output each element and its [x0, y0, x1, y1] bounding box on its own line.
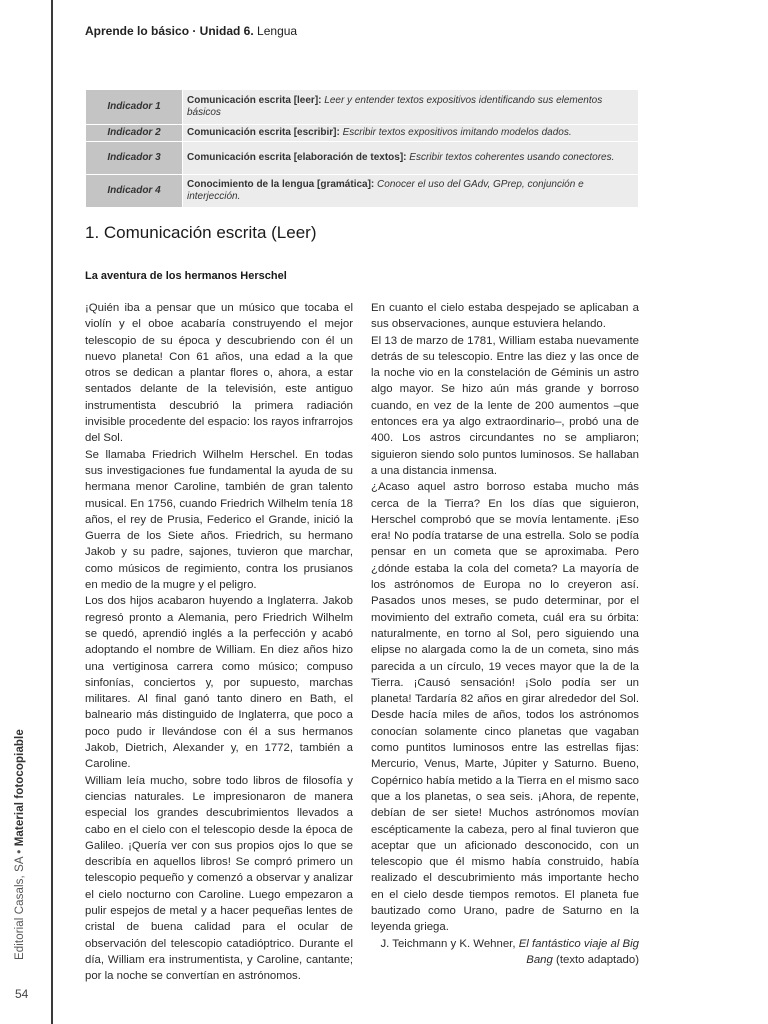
indicator-label: Indicador 3 [86, 142, 183, 175]
publisher-text: Editorial Casals, SA [14, 857, 26, 960]
paragraph: William leía mucho, sobre todo libros de filosofía y ciencias naturales. Le impresionaron de manera especial los grandes descubrimientos llevados a cabo en el cielo con el telescopio desde la época de Galileo. ¡Quería ver con sus propios ojos lo que se describía en aquellos libros! Se compró primero un telescopio pequeño y comenzó a observar y analizar el cielo nocturno con Caroline. Luego empezaron a pulir espejos de metal y a hacer pequeñas lentes de cristal de buena calidad para el ocular de observación del telescopio catadióptrico. Durante el día, William era instrumentista, y Caroline, cantante; por la noche se convertían en astrónomos. [85, 774, 353, 983]
text-column-left [85, 300, 353, 984]
indicator-skill: Conocimiento de la lengua [gramática]: [187, 179, 375, 190]
header-subject: Lengua [257, 24, 298, 38]
page-header [85, 24, 297, 38]
paragraph: En cuanto el cielo estaba despejado se aplicaban a sus observaciones, aunque estuviera helando. [371, 302, 639, 331]
indicator-label: Indicador 4 [86, 175, 183, 208]
indicator-description [183, 175, 639, 208]
paragraph: El 13 de marzo de 1781, William estaba nuevamente detrás de su telescopio. Entre las diez y las once de la noche vio en la constelación de Géminis un astro algo mayor. Se hizo aún más grande y borroso cuando, en vez de la lente de 200 aumentos –que entonces era ya algo extraordinario–, probó una de 400. Los astros circundantes no se ampliaron; siguieron siendo solo puntos luminosos. Se hallaban a una distancia inmensa. [371, 334, 639, 477]
section-title: 1. Comunicación escrita (Leer) [85, 223, 317, 242]
article-title: La aventura de los hermanos Herschel [85, 270, 287, 282]
indicator-label: Indicador 1 [86, 90, 183, 125]
indicator-text: Escribir textos expositivos imitando modelos dados. [342, 127, 572, 138]
page-number: 54 [15, 987, 29, 1001]
indicators-table [85, 89, 639, 208]
indicator-skill: Comunicación escrita [elaboración de textos]: [187, 152, 407, 163]
indicator-skill: Comunicación escrita [leer]: [187, 95, 322, 106]
paragraph: Los dos hijos acabaron huyendo a Inglaterra. Jakob regresó pronto a Alemania, pero Friedrich Wilhelm se quedó, aprendió inglés a la perfección y acabó adoptando el nombre de William. En diez años hizo una vertiginosa carrera como músico; compuso sinfonías, conciertos y, por supuesto, marchas militares. Al final ganó tanto dinero en Bath, el balneario más distinguido de Inglaterra, que poco a poco pudo ir llevándose con él a sus hermanos Jakob, Dietrich, Alexander y, en 1772, también a Caroline. [85, 595, 353, 771]
source-note: (texto adaptado) [556, 953, 639, 966]
paragraph: ¡Quién iba a pensar que un músico que tocaba el violín y el oboe acabaría construyendo el mejor telescopio de su época y descubriendo con él un nuevo planeta! Con 61 años, una edad a la que otros se dedican a plantar flores o, ahora, a estar sentados delante de la televisión, este antiguo instrumentista descubrió la primera radiación invisible procedente del espacio: los rayos infrarrojos del Sol. [85, 302, 353, 445]
header-unit: Aprende lo básico · Unidad 6. [85, 24, 254, 38]
indicator-text: Leer y entender textos expositivos identificando sus elementos básicos [187, 95, 603, 118]
indicator-row [86, 90, 639, 125]
source-authors: J. Teichmann y K. Wehner, [380, 937, 516, 950]
source-citation [371, 936, 639, 969]
paragraph: ¿Acaso aquel astro borroso estaba mucho más cerca de la Tierra? En los días que siguieron, Herschel comprobó que se movía lentamente. ¡Eso era! No podía tratarse de una estrella. Solo se podía pensar en un cometa que se aproximaba. Pero ¿dónde estaba la cola del cometa? La mayoría de los astrónomos de Europa no lo creyeron así. Pasados unos meses, se pudo determinar, por el movimiento del extraño cometa, cuál era su órbita: naturalmente, en torno al Sol, pero siguiendo una elipse no alargada como la de un cometa, sino más parecida a un círculo, 19 veces mayor que la de la Tierra. ¡Causó sensación! ¡Solo podía ser un planeta! Tardaría 82 años en girar alrededor del Sol. Desde hacía miles de años, todos los astrónomos conocían solamente cinco planetas que vagaban como puntitos luminosos entre las estrellas fijas: Mercurio, Venus, Marte, Júpiter y Saturno. Bueno, Copérnico había metido a la Tierra en el mismo saco que a los planetas, o sea seis. ¡Ahora, de repente, debían de ser siete! Muchos astrónomos movían escépticamente la cabeza, pero al final tuvieron que aceptar que un aficionado desconocido, con un telescopio que él mismo había construido, había realizado el descubrimiento más importante hecho en el cielo desde tiempos remotos. El planeta fue bautizado como Urano, padre de Saturno en la leyenda griega. [371, 481, 639, 934]
indicator-description [183, 90, 639, 125]
text-column-right [371, 300, 639, 968]
margin-rule [51, 0, 53, 1024]
material-text: Material fotocopiable [14, 729, 26, 847]
indicator-row [86, 125, 639, 142]
indicator-description [183, 142, 639, 175]
separator-dot: • [14, 849, 26, 854]
indicator-text: Conocer el uso del GAdv, GPrep, conjunción e interjección. [187, 179, 584, 202]
indicator-text: Escribir textos coherentes usando conectores. [409, 152, 615, 163]
indicator-row [86, 142, 639, 175]
indicator-description [183, 125, 639, 142]
indicator-label: Indicador 2 [86, 125, 183, 142]
sidebar-copyright [14, 729, 26, 960]
indicator-row [86, 175, 639, 208]
indicator-skill: Comunicación escrita [escribir]: [187, 127, 340, 138]
source-book: El fantástico viaje al Big Bang [518, 937, 639, 966]
paragraph: Se llamaba Friedrich Wilhelm Herschel. En todas sus investigaciones fue fundamental la ayuda de su hermana menor Caroline, también de gran talento musical. En 1756, cuando Friedrich Wilhelm tenía 18 años, el rey de Prusia, Federico el Grande, inició la Guerra de los Siete años. Friedrich, su hermano Jakob y su padre, sajones, tuvieron que marchar, como músicos de regimiento, contra los prusianos en medio de la mugre y el peligro. [85, 448, 353, 592]
